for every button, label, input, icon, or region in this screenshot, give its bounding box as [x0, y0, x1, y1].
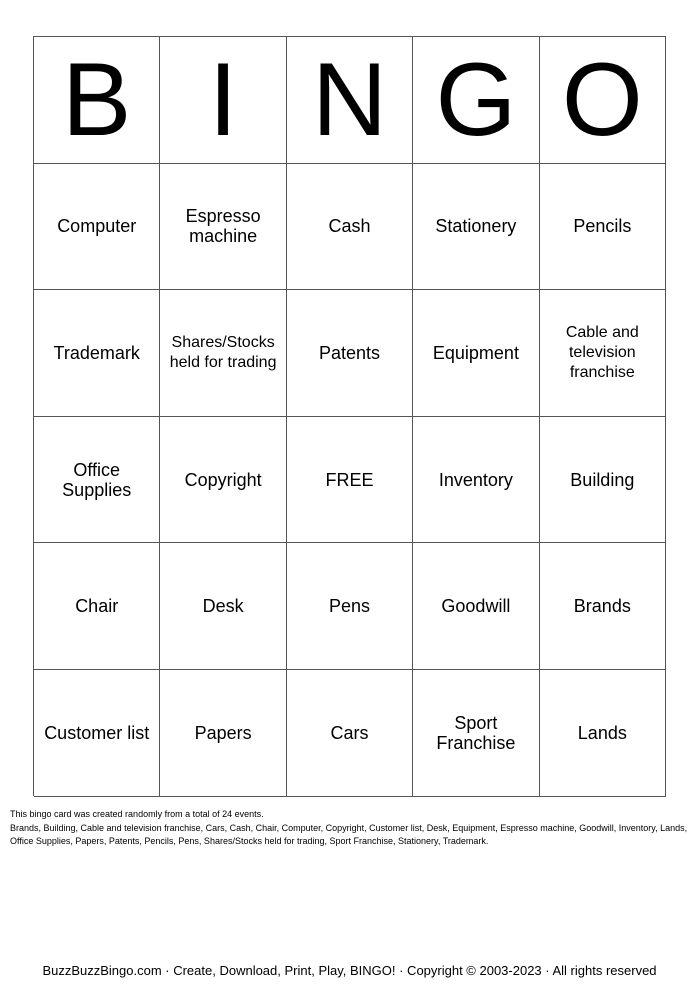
cell-text: Pens: [329, 596, 371, 617]
bingo-cell: [540, 164, 666, 291]
cell-text: Computer: [57, 216, 137, 237]
bingo-cell: [540, 670, 666, 797]
bingo-cell: [160, 543, 286, 670]
bingo-cell: [287, 290, 413, 417]
cell-text: Patents: [318, 342, 381, 363]
bingo-cell: [34, 670, 160, 797]
cell-text: Pencils: [573, 216, 632, 237]
cell-text: Customer list: [44, 722, 150, 743]
bingo-row: [34, 670, 666, 797]
bingo-row: [34, 164, 666, 291]
bingo-cell: [540, 290, 666, 417]
info-event-list: Brands, Building, Cable and television franchise, Cars, Cash, Chair, Computer, Copyright, Customer list, Desk, Equipment, Espresso machine, Goodwill, Inventory, Lands, Office Supplies, Papers, Patents, Pencils, Pens, Shares/Stocks held for trading, Sport Franchise, Stationery, Trademark.: [10, 822, 688, 846]
bingo-cell: [413, 543, 539, 670]
bingo-cell: [160, 290, 286, 417]
cell-text: Lands: [577, 722, 627, 743]
header-letter: G: [435, 41, 517, 158]
bingo-cell: [34, 543, 160, 670]
cell-text: Trademark: [53, 342, 140, 363]
bingo-cell: [413, 290, 539, 417]
bingo-cell: [34, 164, 160, 291]
free-space-cell: [287, 417, 413, 544]
bingo-cell: [413, 670, 539, 797]
cell-text: Cable and television franchise: [565, 323, 639, 381]
cell-text: Papers: [194, 722, 252, 743]
header-cell-o: [540, 37, 666, 164]
bingo-cell: [413, 417, 539, 544]
cell-text: Building: [570, 469, 635, 490]
bingo-row: [34, 417, 666, 544]
info-summary: This bingo card was created randomly from a total of 24 events.: [10, 809, 264, 819]
bingo-cell: [287, 164, 413, 291]
header-cell-b: [34, 37, 160, 164]
bingo-cell: [540, 417, 666, 544]
bingo-cell: [160, 417, 286, 544]
cell-text: Stationery: [435, 216, 517, 237]
header-cell-n: [287, 37, 413, 164]
bingo-cell: [34, 417, 160, 544]
cell-text: Espresso machine: [185, 206, 261, 247]
cell-text: Equipment: [432, 342, 519, 363]
bingo-header-row: [34, 37, 666, 164]
bingo-row: [34, 290, 666, 417]
cell-text: Copyright: [184, 469, 262, 490]
cell-text: Shares/Stocks held for trading: [169, 333, 277, 371]
bingo-cell: [34, 290, 160, 417]
cell-text: FREE: [325, 469, 374, 490]
cell-text: Desk: [202, 596, 244, 617]
header-cell-i: [160, 37, 286, 164]
bingo-cell: [413, 164, 539, 291]
bingo-cell: [287, 543, 413, 670]
cell-text: Cash: [328, 216, 371, 237]
site-footer: BuzzBuzzBingo.com · Create, Download, Print, Play, BINGO! · Copyright © 2003-2023 · All rights reserved: [42, 963, 657, 978]
cell-text: Inventory: [438, 469, 513, 490]
bingo-row: [34, 543, 666, 670]
header-letter: B: [62, 41, 132, 158]
cell-text: Chair: [75, 596, 119, 617]
bingo-cell: [287, 670, 413, 797]
header-letter: I: [208, 41, 238, 158]
bingo-cell: [160, 164, 286, 291]
bingo-card: [33, 36, 666, 796]
bingo-cell: [160, 670, 286, 797]
bingo-cell: [540, 543, 666, 670]
header-letter: N: [311, 41, 388, 158]
cell-text: Goodwill: [441, 596, 511, 617]
header-cell-g: [413, 37, 539, 164]
cell-text: Sport Franchise: [436, 712, 516, 753]
card-info: [10, 808, 695, 849]
cell-text: Brands: [573, 596, 631, 617]
cell-text: Cars: [330, 722, 369, 743]
header-letter: O: [561, 41, 643, 158]
cell-text: Office Supplies: [62, 459, 132, 500]
